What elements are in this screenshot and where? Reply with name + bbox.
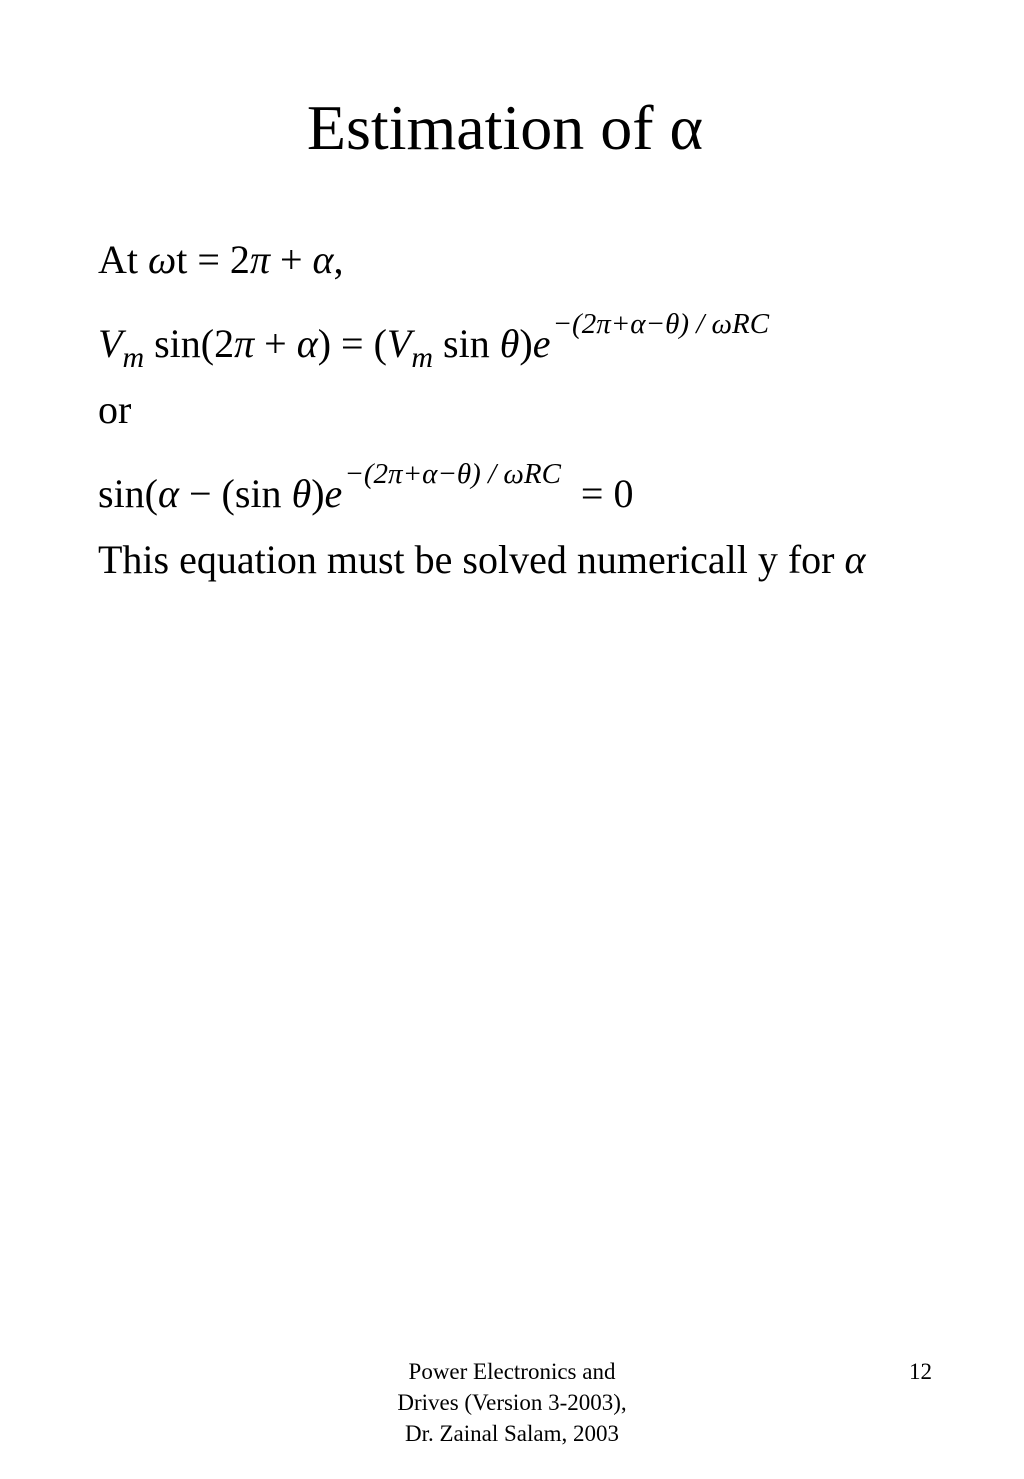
- equation-line-1: [98, 236, 344, 284]
- close-paren: ): [519, 321, 533, 366]
- page-number: 12: [909, 1359, 932, 1384]
- e-base: e: [324, 471, 343, 516]
- plus-sign: +: [254, 321, 297, 366]
- footer-line-3: Dr. Zainal Salam, 2003: [405, 1421, 619, 1446]
- sin-open: sin(: [98, 471, 158, 516]
- or-text: or: [98, 387, 132, 432]
- statement-text: This equation must be solved numericall y for: [98, 537, 845, 582]
- equation-line-3: [98, 386, 131, 434]
- e-base: e: [532, 321, 551, 366]
- v-variable: V: [98, 321, 123, 366]
- m-subscript: m: [122, 341, 145, 374]
- omega-symbol: ω: [148, 237, 177, 282]
- theta-symbol: θ: [499, 321, 520, 366]
- footer-line-2: Drives (Version 3-2003),: [397, 1390, 627, 1415]
- sin-function: sin: [433, 321, 500, 366]
- plus-sign: +: [269, 237, 313, 282]
- slide-title: Estimation of α: [306, 92, 704, 163]
- alpha-symbol: α: [844, 537, 866, 582]
- minus-sin: − (sin: [179, 471, 292, 516]
- close-paren: ): [311, 471, 325, 516]
- theta-symbol: θ: [291, 471, 312, 516]
- close-equals: ) = (: [317, 321, 387, 366]
- footer-line-1: Power Electronics and: [408, 1359, 616, 1384]
- comma: ,: [333, 237, 344, 282]
- equals-two: = 2: [187, 237, 250, 282]
- equation-line-4: [98, 458, 634, 522]
- equation-line-2: [98, 308, 770, 374]
- at-label: At: [98, 237, 138, 282]
- equation-line-5: [98, 536, 866, 584]
- m-subscript: m: [411, 341, 434, 374]
- alpha-symbol: α: [312, 237, 334, 282]
- pi-symbol: π: [249, 237, 270, 282]
- v-variable: V: [386, 321, 412, 366]
- exponent: −(2π+α−θ) / ωRC: [552, 308, 770, 340]
- t-variable: t: [176, 237, 188, 282]
- pi-symbol: π: [234, 321, 255, 366]
- alpha-symbol: α: [296, 321, 318, 366]
- footer: [312, 1356, 712, 1449]
- exponent: −(2π+α−θ) / ωRC: [344, 458, 561, 490]
- alpha-symbol: α: [158, 471, 179, 516]
- equals-zero: = 0: [570, 471, 634, 516]
- sin-open: sin(2: [144, 321, 235, 366]
